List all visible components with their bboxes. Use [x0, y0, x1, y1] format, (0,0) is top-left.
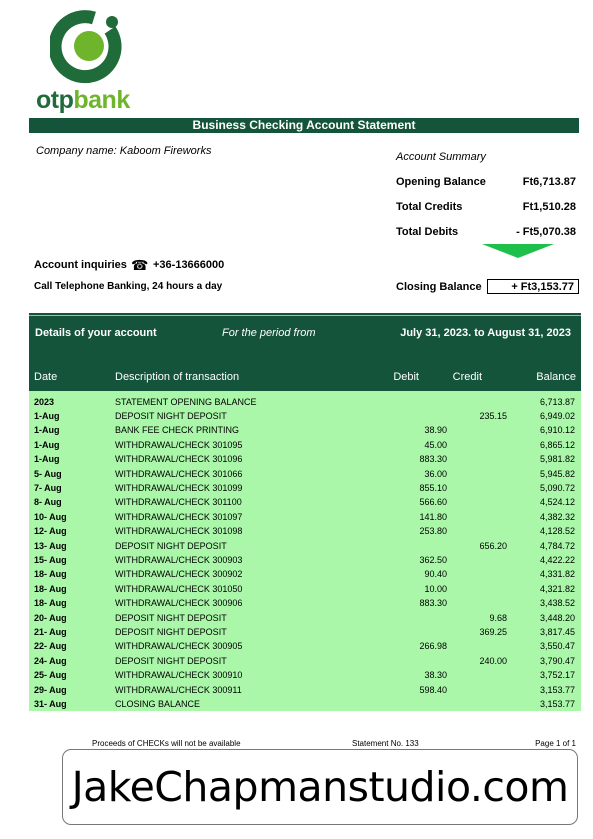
row-debit: 38.90: [424, 425, 447, 436]
row-debit: 266.98: [419, 641, 447, 652]
row-date: 15- Aug: [34, 554, 67, 565]
row-description: STATEMENT OPENING BALANCE: [115, 396, 257, 407]
row-description: WITHDRAWAL/CHECK 301097: [115, 511, 243, 522]
row-credit: 369.25: [479, 626, 507, 637]
row-description: WITHDRAWAL/CHECK 301098: [115, 526, 243, 537]
row-debit: 38.30: [424, 670, 447, 681]
row-description: CLOSING BALANCE: [115, 698, 201, 709]
details-header-panel: [29, 313, 581, 391]
watermark-text: JakeChapmanstudio.com: [62, 749, 578, 825]
row-balance: 4,422.22: [539, 554, 575, 565]
row-date: 10- Aug: [34, 511, 67, 522]
row-description: DEPOSIT NIGHT DEPOSIT: [115, 612, 227, 623]
row-date: 13- Aug: [34, 540, 67, 551]
table-row: [29, 423, 581, 437]
row-date: 29- Aug: [34, 684, 67, 695]
footer-note: Proceeds of CHECKs will not be available: [92, 739, 241, 748]
row-date: 25- Aug: [34, 670, 67, 681]
table-row: [29, 611, 581, 625]
table-row: [29, 539, 581, 553]
brand-bank: bank: [73, 86, 130, 114]
col-header-credit: Credit: [452, 371, 482, 383]
row-date: 20- Aug: [34, 612, 67, 623]
details-label: Details of your account: [35, 327, 157, 339]
table-row: [29, 639, 581, 653]
row-date: 18- Aug: [34, 583, 67, 594]
row-debit: 883.30: [419, 454, 447, 465]
row-balance: 6,713.87: [539, 396, 575, 407]
table-row: [29, 467, 581, 481]
row-date: 12- Aug: [34, 526, 67, 537]
row-debit: 10.00: [424, 583, 447, 594]
phone-icon: ☎: [131, 257, 149, 273]
row-date: 22- Aug: [34, 641, 67, 652]
row-balance: 3,153.77: [539, 698, 575, 709]
row-date: 31- Aug: [34, 698, 67, 709]
row-date: 1-Aug: [34, 425, 60, 436]
table-row: [29, 582, 581, 596]
row-date: 2023: [34, 396, 55, 407]
row-description: BANK FEE CHECK PRINTING: [115, 425, 240, 436]
row-date: 1-Aug: [34, 454, 60, 465]
row-description: WITHDRAWAL/CHECK 301099: [115, 482, 243, 493]
otp-logo-icon: [50, 10, 124, 84]
row-description: WITHDRAWAL/CHECK 301066: [115, 468, 243, 479]
table-row: [29, 524, 581, 538]
row-balance: 3,438.52: [539, 598, 575, 609]
row-balance: 3,550.47: [539, 641, 575, 652]
phone-number: +36-13666000: [153, 259, 225, 271]
table-row: [29, 395, 581, 409]
page-number: Page 1 of 1: [535, 739, 576, 748]
row-description: WITHDRAWAL/CHECK 300910: [115, 670, 243, 681]
table-row: [29, 683, 581, 697]
table-row: [29, 495, 581, 509]
table-row: [29, 697, 581, 711]
row-date: 8- Aug: [34, 497, 62, 508]
col-header-balance: Balance: [536, 371, 576, 383]
row-date: 18- Aug: [34, 598, 67, 609]
row-balance: 3,790.47: [539, 655, 575, 666]
row-description: DEPOSIT NIGHT DEPOSIT: [115, 626, 227, 637]
opening-balance-value: Ft6,713.87: [522, 176, 576, 188]
row-description: WITHDRAWAL/CHECK 300905: [115, 641, 243, 652]
row-debit: 141.80: [419, 511, 447, 522]
row-balance: 6,865.12: [539, 439, 575, 450]
row-description: WITHDRAWAL/CHECK 300906: [115, 598, 243, 609]
row-balance: 3,817.45: [539, 626, 575, 637]
row-credit: 235.15: [479, 410, 507, 421]
period-label: For the period from: [222, 327, 316, 339]
row-balance: 4,524.12: [539, 497, 575, 508]
row-balance: 3,153.77: [539, 684, 575, 695]
col-header-debit: Debit: [393, 371, 419, 383]
closing-balance-label: Closing Balance: [396, 281, 482, 293]
closing-balance-value: + Ft3,153.77: [487, 279, 579, 294]
row-debit: 598.40: [419, 684, 447, 695]
table-row: [29, 452, 581, 466]
row-balance: 5,945.82: [539, 468, 575, 479]
table-row: [29, 510, 581, 524]
period-value: July 31, 2023. to August 31, 2023: [400, 327, 571, 339]
row-balance: 4,784.72: [539, 540, 575, 551]
row-date: 1-Aug: [34, 410, 60, 421]
telephone-banking-note: Call Telephone Banking, 24 hours a day: [34, 281, 223, 292]
table-row: [29, 596, 581, 610]
row-debit: 90.40: [424, 569, 447, 580]
table-row: [29, 553, 581, 567]
row-balance: 5,981.82: [539, 454, 575, 465]
row-debit: 883.30: [419, 598, 447, 609]
opening-balance-label: Opening Balance: [396, 176, 486, 188]
row-description: DEPOSIT NIGHT DEPOSIT: [115, 655, 227, 666]
row-description: DEPOSIT NIGHT DEPOSIT: [115, 540, 227, 551]
table-row: [29, 625, 581, 639]
row-debit: 566.60: [419, 497, 447, 508]
row-date: 7- Aug: [34, 482, 62, 493]
row-description: WITHDRAWAL/CHECK 300911: [115, 684, 242, 695]
brand-name: [36, 86, 130, 115]
table-row: [29, 409, 581, 423]
total-credits-label: Total Credits: [396, 201, 463, 213]
row-credit: 9.68: [489, 612, 507, 623]
details-rule: [29, 315, 581, 316]
row-balance: 4,382.32: [539, 511, 575, 522]
row-date: 5- Aug: [34, 468, 62, 479]
row-balance: 4,321.82: [539, 583, 575, 594]
row-balance: 6,910.12: [539, 425, 575, 436]
row-balance: 3,752.17: [539, 670, 575, 681]
total-credits-value: Ft1,510.28: [522, 201, 576, 213]
company-name: Company name: Kaboom Fireworks: [36, 145, 212, 157]
row-description: WITHDRAWAL/CHECK 301100: [115, 497, 242, 508]
row-credit: 656.20: [479, 540, 507, 551]
row-debit: 855.10: [419, 482, 447, 493]
row-date: 21- Aug: [34, 626, 67, 637]
row-debit: 362.50: [419, 554, 447, 565]
row-balance: 6,949.02: [539, 410, 575, 421]
row-balance: 5,090.72: [539, 482, 575, 493]
table-row: [29, 668, 581, 682]
row-description: WITHDRAWAL/CHECK 300903: [115, 554, 243, 565]
table-row: [29, 481, 581, 495]
row-date: 18- Aug: [34, 569, 67, 580]
statement-title: Business Checking Account Statement: [29, 118, 579, 133]
row-balance: 3,448.20: [539, 612, 575, 623]
inquiries-label: Account inquiries: [34, 259, 127, 271]
table-row: [29, 654, 581, 668]
arrow-down-icon: [482, 244, 554, 258]
row-description: WITHDRAWAL/CHECK 301095: [115, 439, 243, 450]
statement-number: Statement No. 133: [352, 739, 419, 748]
brand-otp: otp: [36, 86, 74, 114]
row-date: 1-Aug: [34, 439, 60, 450]
row-balance: 4,331.82: [539, 569, 575, 580]
row-credit: 240.00: [479, 655, 507, 666]
row-date: 24- Aug: [34, 655, 67, 666]
row-debit: 45.00: [424, 439, 447, 450]
row-description: WITHDRAWAL/CHECK 301050: [115, 583, 243, 594]
total-debits-label: Total Debits: [396, 226, 459, 238]
row-description: WITHDRAWAL/CHECK 300902: [115, 569, 243, 580]
col-header-description: Description of transaction: [115, 371, 240, 383]
row-debit: 36.00: [424, 468, 447, 479]
row-description: DEPOSIT NIGHT DEPOSIT: [115, 410, 227, 421]
col-header-date: Date: [34, 371, 58, 383]
row-debit: 253.80: [419, 526, 447, 537]
table-row: [29, 567, 581, 581]
table-row: [29, 438, 581, 452]
total-debits-value: - Ft5,070.38: [516, 226, 576, 238]
summary-title: Account Summary: [396, 151, 486, 163]
row-balance: 4,128.52: [539, 526, 575, 537]
row-description: WITHDRAWAL/CHECK 301096: [115, 454, 243, 465]
